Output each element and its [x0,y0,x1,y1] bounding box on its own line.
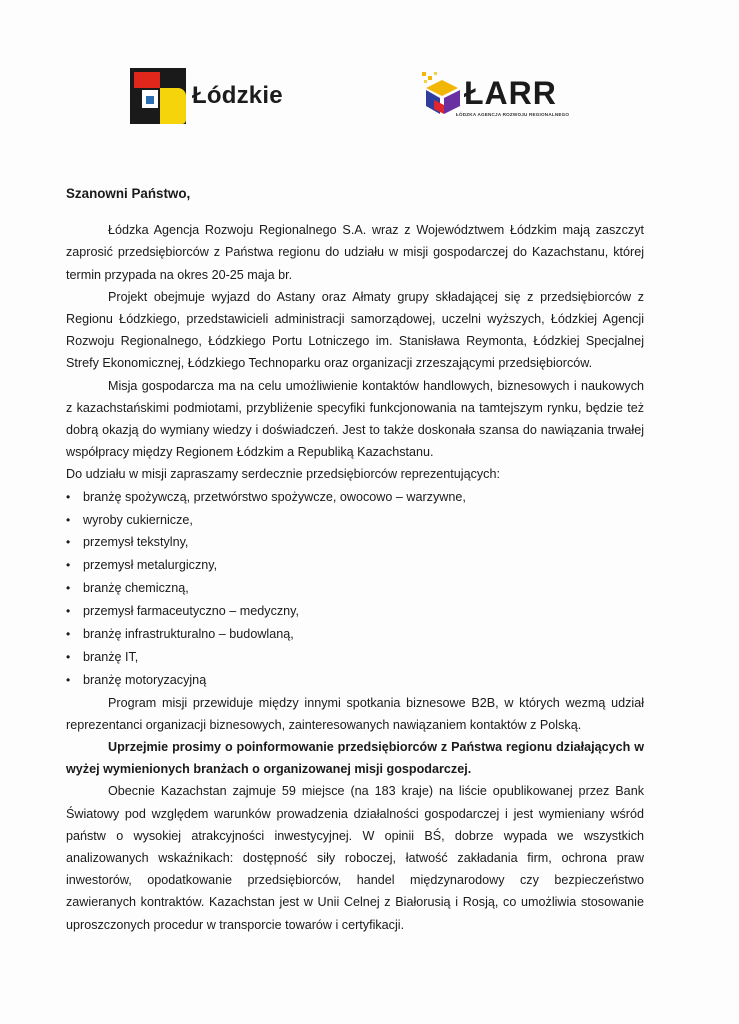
list-item [66,531,644,554]
bullet-icon: • [66,581,71,596]
list-item [66,486,644,509]
sector-label: branżę infrastrukturalno – budowlaną, [83,626,294,641]
paragraph-project: Projekt obejmuje wyjazd do Astany oraz Ałmaty grupy składającej się z przedsiębiorców z Regionu Łódzkiego, przedstawicieli administracji samorządowej, uczelni wyższych, Łódzkiej Agencji Rozwoju Regionalnego, Łódzkiego Portu Lotniczego im. Stanisława Reymonta, Łódzkiej Specjalnej Strefy Ekonomicznej, Łódzkiego Technoparku oraz organizacji zrzeszającymi przedsiębiorców. [66,289,644,371]
larr-logo [420,70,580,124]
list-item [66,669,644,692]
paragraph-mission-goals: Misja gospodarcza ma na celu umożliwienie kontaktów handlowych, biznesowych i naukowych z kazachstańskimi podmiotami, przybliżenie specyfiki funkcjonowania na tamtejszym rynku, będzie też dobrą okazją do wymiany wiedzy i doświadczeń. Jest to także doskonała szansa do nawiązania trwałej współpracy między Regionem Łódzkim a Republiką Kazachstanu. [66,378,644,460]
sector-label: branżę IT, [83,649,139,664]
sector-label: przemysł metalurgiczny, [83,558,218,573]
lodzkie-logo [130,68,283,124]
sector-label: branżę motoryzacyjną [83,672,207,687]
paragraph-kazakhstan-ranking: Obecnie Kazachstan zajmuje 59 miejsce (na 183 kraje) na liście opublikowanej przez Bank Światowy pod względem warunków prowadzenia działalności gospodarczej i jest wymieniany wśród państw o wysokiej atrakcyjności inwestycyjnej. W opinii BŚ, dobrze wypada we wszystkich analizowanych wskaźnikach: dostępność siły roboczej, łatwość zakładania firm, ochrona praw inwestorów, opodatkowanie przedsiębiorców, handel międzynarodowy czy bezpieczeństwo zawieranych kontraktów. Kazachstan jest w Unii Celnej z Białorusią i Rosją, co umożliwia stosowanie uproszczonych procedur w transporcie towarów i certyfikacji. [66,784,644,932]
paragraph-invitation: Łódzka Agencja Rozwoju Regionalnego S.A. wraz z Województwem Łódzkim mają zaszczyt zaprosić przedsiębiorców z Państwa regionu do udziału w misji gospodarczej do Kazachstanu, której termin przypada na okres 20-25 maja br. [66,223,644,282]
bullet-icon: • [66,512,71,527]
bullet-icon: • [66,535,71,550]
list-item [66,600,644,623]
sector-label: przemysł tekstylny, [83,535,189,550]
bullet-icon: • [66,672,71,687]
paragraph-program: Program misji przewiduje między innymi spotkania biznesowe B2B, w których wezmą udział reprezentanci organizacji biznesowych, zainteresowanych nawiązaniem kontaktów z Polską. [66,695,644,732]
sector-label: branżę chemiczną, [83,581,189,596]
sectors-intro: Do udziału w misji zapraszamy serdecznie przedsiębiorców reprezentujących: [66,467,500,482]
paragraph-request: Uprzejmie prosimy o poinformowanie przedsiębiorców z Państwa regionu działających w wyżej wymienionych branżach o organizowanej misji gospodarczej. [66,740,644,777]
sector-label: przemysł farmaceutyczno – medyczny, [83,604,300,619]
bullet-icon: • [66,489,71,504]
list-item [66,623,644,646]
lodzkie-logo-text: Łódzkie [192,82,283,109]
letter-body [66,183,644,936]
larr-logo-text: ŁARR [464,75,557,111]
list-item [66,554,644,577]
salutation: Szanowni Państwo, [66,186,191,201]
list-item [66,646,644,669]
sector-label: wyroby cukiernicze, [83,512,193,527]
sectors-list [66,486,644,692]
bullet-icon: • [66,604,71,619]
bullet-icon: • [66,558,71,573]
lodzkie-emblem-icon [130,68,186,124]
bullet-icon: • [66,626,71,641]
sector-label: branżę spożywczą, przetwórstwo spożywcze, owocowo – warzywne, [83,489,466,504]
bullet-icon: • [66,649,71,664]
larr-logo-subtitle: ŁÓDZKA AGENCJA ROZWOJU REGIONALNEGO [456,112,570,117]
list-item [66,577,644,600]
list-item [66,509,644,532]
